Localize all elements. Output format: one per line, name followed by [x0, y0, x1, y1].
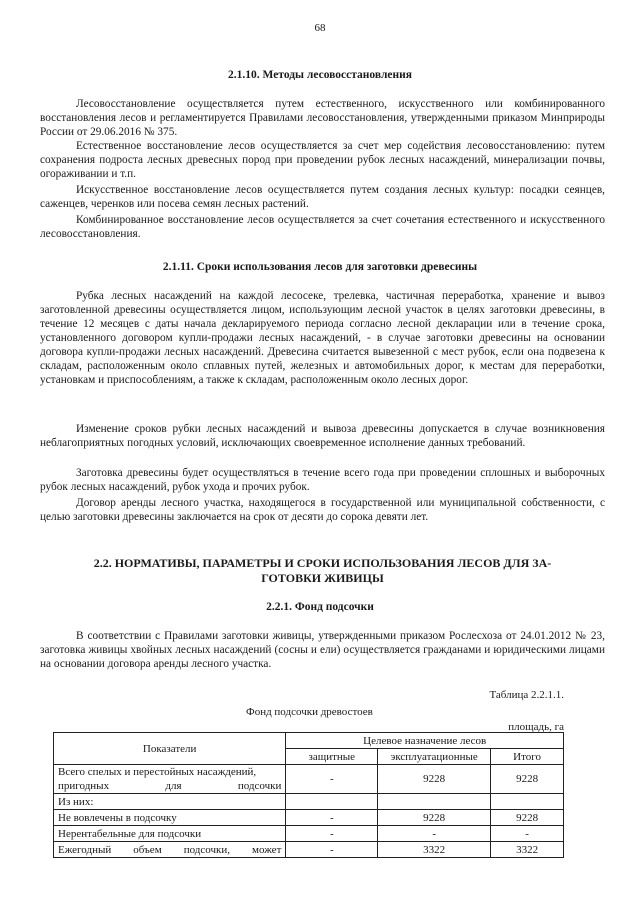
table-number: Таблица 2.2.1.1. [489, 689, 564, 701]
heading-2-2-line2: ГОТОВКИ ЖИВИЦЫ [261, 571, 384, 585]
cell [286, 794, 378, 810]
paragraph: Изменение сроков рубки лесных насаждений и вывоза древесины допускается в случае возникновения неблагоприятных погодных условий, исключающих своевременное исполнение данных требований. [40, 423, 605, 449]
cell: 9228 [378, 765, 491, 794]
row-label: Ежегодный объем подсочки, может [54, 842, 286, 858]
table-row [54, 826, 564, 842]
row-label: Из них: [54, 794, 286, 810]
page-number: 68 [314, 22, 326, 34]
cell: 9228 [491, 765, 564, 794]
header-indicators: Показатели [54, 733, 286, 765]
table-row [54, 765, 564, 794]
paragraph: Договор аренды лесного участка, находящегося в государственной или муниципальной собственности, с целью заготовки древесины заключается на срок от десяти до сорока девяти лет. [40, 497, 605, 523]
cell: 3322 [491, 842, 564, 858]
cell: 9228 [378, 810, 491, 826]
header-exploitation: эксплуатационные [378, 749, 491, 765]
heading-2-1-10: 2.1.10. Методы лесовосстановления [228, 69, 412, 81]
table-unit: площадь, га [508, 721, 564, 733]
cell: - [491, 826, 564, 842]
header-protective: защитные [286, 749, 378, 765]
cell: - [286, 842, 378, 858]
heading-2-2-1: 2.2.1. Фонд подсочки [266, 601, 374, 613]
row-label: Не вовлечены в подсочку [54, 810, 286, 826]
paragraph: В соответствии с Правилами заготовки живицы, утвержденными приказом Рослесхоза от 24.01.2012 № 23, заготовка живицы хвойных лесных насаждений (сосны и ели) осуществляется гражданами и юридическими лицами на основании договора аренды лесного участка. [40, 630, 605, 670]
row-label: Всего спелых и перестойных насаждений, пригодных для подсочки [54, 765, 286, 794]
header-purpose: Целевое назначение лесов [286, 733, 564, 749]
paragraph: Заготовка древесины будет осуществляться в течение всего года при проведении сплошных и выборочных рубок лесных насаждений, рубок ухода и прочих рубок. [40, 467, 605, 493]
cell [378, 794, 491, 810]
heading-2-1-11: 2.1.11. Сроки использования лесов для заготовки древесины [162, 261, 478, 273]
table-row [54, 842, 564, 858]
heading-2-2 [40, 556, 605, 586]
cell: - [378, 826, 491, 842]
paragraph: Искусственное восстановление лесов осуществляется путем создания лесных культур: посадки сеянцев, саженцев, черенков или посева семян лесных растений. [40, 184, 605, 210]
paragraph: Лесовосстановление осуществляется путем естественного, искусственного или комбинированного восстановления лесов и регламентируется Правилами лесовосстановления, утвержденными приказом Минприроды России от 29.06.2016 № 375. [40, 98, 605, 138]
cell: - [286, 826, 378, 842]
header-total: Итого [491, 749, 564, 765]
cell [491, 794, 564, 810]
heading-2-2-line1: 2.2. НОРМАТИВЫ, ПАРАМЕТРЫ И СРОКИ ИСПОЛЬЗОВАНИЯ ЛЕСОВ ДЛЯ ЗА- [93, 556, 552, 570]
table-row [54, 794, 564, 810]
paragraph: Комбинированное восстановление лесов осуществляется за счет сочетания естественного и искусственного лесовосстановления. [40, 214, 605, 240]
cell: - [286, 810, 378, 826]
table-title: Фонд подсочки древостоев [246, 706, 373, 718]
paragraph: Естественное восстановление лесов осуществляется за счет мер содействия лесовосстановлению: путем сохранения подроста лесных древесных пород при проведении рубок лесных насаждений, минерализации почвы, огораживании и т.п. [40, 140, 605, 180]
fund-table [53, 732, 564, 858]
cell: - [286, 765, 378, 794]
row-label: Нерентабельные для подсочки [54, 826, 286, 842]
cell: 3322 [378, 842, 491, 858]
cell: 9228 [491, 810, 564, 826]
paragraph: Рубка лесных насаждений на каждой лесосеке, трелевка, частичная переработка, хранение и вывоз заготовленной древесины осуществляется лицом, использующим лесной участок в целях заготовки древесины, в течение 12 месяцев с даты начала декларируемого периода согласно лесной декларации или в течение срока, установленного договором купли-продажи лесных насаждений, - в случае заготовки древесины на основании договора купли-продажи лесных насаждений. Древесина считается вывезенной с мест рубок, если она подвезена к складам, расположенным около сплавных путей, железных и автомобильных дорог, к местам для переработки, установкам и приспособлениям, а также к складам, расположенным около лесных дорог. [40, 290, 605, 386]
table-row [54, 810, 564, 826]
